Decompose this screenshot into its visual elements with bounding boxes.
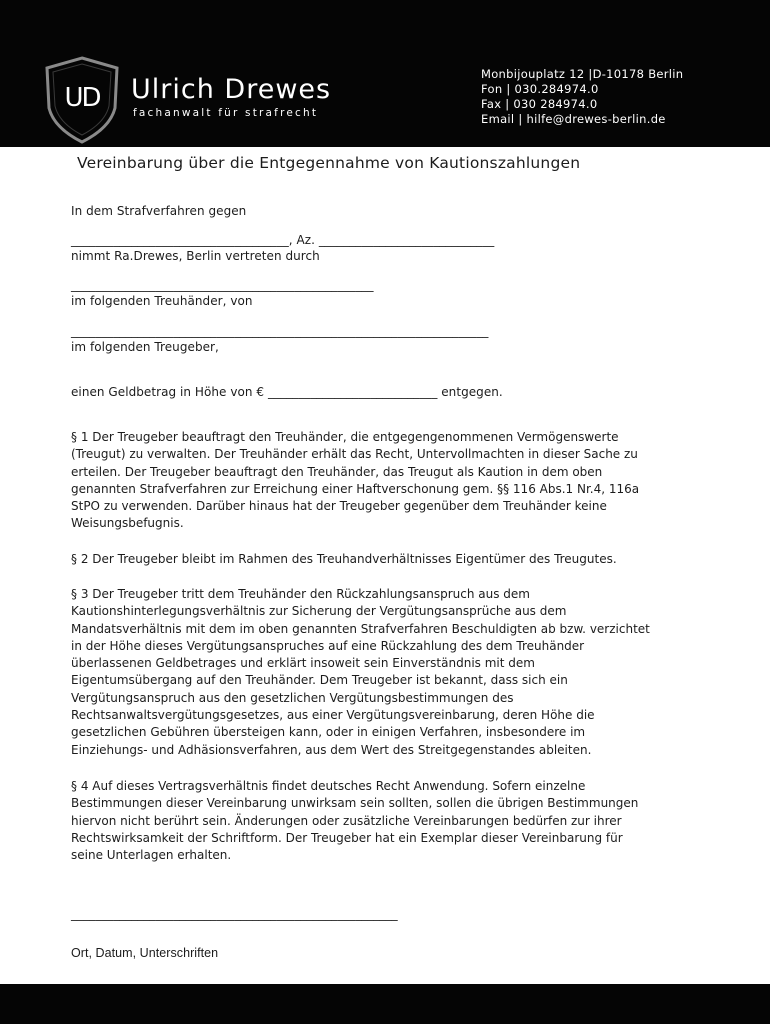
vertreten-line: nimmt Ra.Drewes, Berlin vertreten durch xyxy=(71,249,320,263)
paragraph-line: genannten Strafverfahren zur Erreichung einer Haftverschonung gem. §§ 116 Abs.1 Nr.4, 116a xyxy=(71,481,640,496)
blank-representative: __________________________________________________ xyxy=(71,278,374,292)
paragraph-2 xyxy=(71,551,691,568)
contact-fax: Fax | 030 284974.0 xyxy=(481,97,598,111)
brand-name: Ulrich Drewes xyxy=(131,74,332,105)
contact-phone: Fon | 030.284974.0 xyxy=(481,82,599,96)
paragraph-line: Bestimmungen dieser Vereinbarung unwirksam sein sollten, sollen die übrigen Bestimmungen xyxy=(71,796,639,811)
contact-block xyxy=(481,67,683,127)
paragraph-line: überlassenen Geldbetrages und erklärt insoweit sein Einverständnis mit dem xyxy=(71,656,535,671)
paragraph-line: Eigentumsübergang auf den Treuhänder. Dem Treugeber ist bekannt, dass sich ein xyxy=(71,673,568,688)
treuhaender-line: im folgenden Treuhänder, von xyxy=(71,294,253,308)
paragraph-3 xyxy=(71,586,691,759)
brand-subtitle: fachanwalt für strafrecht xyxy=(133,107,319,119)
paragraph-line: hiervon nicht berührt sein. Änderungen oder zusätzliche Vereinbarungen bedürfen zur ihrer xyxy=(71,813,622,828)
contact-email: Email | hilfe@drewes-berlin.de xyxy=(481,112,666,126)
paragraph-line: Weisungsbefugnis. xyxy=(71,516,184,531)
paragraph-line: Mandatsverhältnis mit dem im oben genannten Strafverfahren Beschuldigten ab bzw. verzichtet xyxy=(71,621,650,636)
paragraph-line: Vergütungsanspruch aus den gesetzlichen Vergütungsbestimmungen des xyxy=(71,690,514,705)
blank-defendant-az: ____________________________________, Az. _____________________________ xyxy=(71,233,495,247)
signature-line: ______________________________________________________ xyxy=(71,907,398,921)
paragraph-1 xyxy=(71,429,691,533)
paragraph-line: erteilen. Der Treugeber beauftragt den Treuhänder, das Treugut als Kaution in dem oben xyxy=(71,464,603,479)
paragraph-line: Einziehungs- und Adhäsionsverfahren, aus dem Wert des Streitgegenstandes ableiten. xyxy=(71,742,592,757)
paragraph-line: § 1 Der Treugeber beauftragt den Treuhänder, die entgegengenommenen Vermögenswerte xyxy=(71,430,619,444)
paragraph-line: seine Unterlagen erhalten. xyxy=(71,848,232,863)
geldbetrag-line: einen Geldbetrag in Höhe von € ____________________________ entgegen. xyxy=(71,385,503,399)
blank-treugeber: _____________________________________________________________________ xyxy=(71,324,489,338)
logo-initials: UD xyxy=(64,83,100,113)
contact-address: Monbijouplatz 12 |D-10178 Berlin xyxy=(481,67,684,81)
treugeber-line: im folgenden Treugeber, xyxy=(71,340,219,354)
footer-bar xyxy=(0,984,770,1024)
paragraph-line: § 2 Der Treugeber bleibt im Rahmen des Treuhandverhältnisses Eigentümer des Treugutes. xyxy=(71,552,617,566)
paragraph-line: § 4 Auf dieses Vertragsverhältnis findet deutsches Recht Anwendung. Sofern einzelne xyxy=(71,779,586,793)
paragraph-line: (Treugut) zu verwalten. Der Treuhänder erhält das Recht, Untervollmachten in dieser Sache zu xyxy=(71,447,638,462)
paragraph-line: in der Höhe dieses Vergütungsanspruches auf eine Rückzahlung des dem Treuhänder xyxy=(71,638,585,653)
shield-logo-icon xyxy=(44,56,120,144)
paragraph-line: gesetzlichen Gebühren übersteigen kann, oder in einigen Verfahren, insbesondere im xyxy=(71,725,586,740)
paragraph-4 xyxy=(71,778,691,864)
signature-label: Ort, Datum, Unterschriften xyxy=(71,946,219,960)
paragraph-line: Rechtsanwaltsvergütungsgesetzes, aus einer Vergütungsvereinbarung, deren Höhe die xyxy=(71,708,595,723)
document-title: Vereinbarung über die Entgegennahme von Kautionszahlungen xyxy=(77,154,581,172)
paragraph-line: § 3 Der Treugeber tritt dem Treuhänder den Rückzahlungsanspruch aus dem xyxy=(71,587,530,601)
paragraph-line: Kautionshinterlegungsverhältnis zur Sicherung der Vergütungsansprüche aus dem xyxy=(71,604,567,619)
paragraph-line: Rechtswirksamkeit der Schriftform. Der Treugeber hat ein Exemplar dieser Vereinbarung für xyxy=(71,830,623,845)
letterhead xyxy=(0,0,770,147)
paragraph-line: StPO zu verwenden. Darüber hinaus hat der Treugeber gegenüber dem Treuhänder keine xyxy=(71,499,607,514)
intro-line: In dem Strafverfahren gegen xyxy=(71,204,247,218)
